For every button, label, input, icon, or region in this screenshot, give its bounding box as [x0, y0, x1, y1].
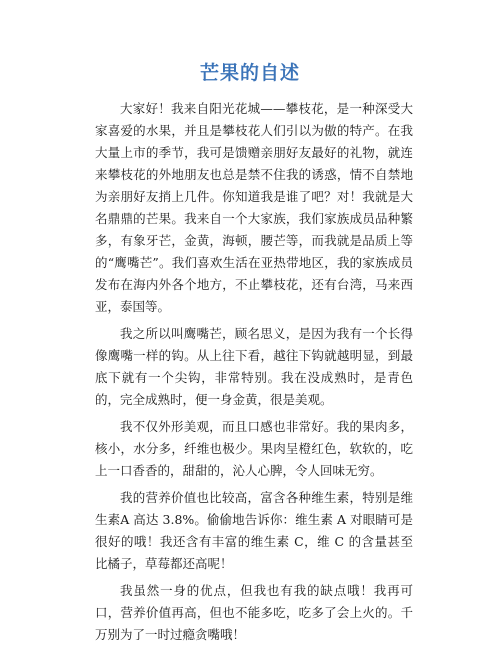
paragraph-taste: 我不仅外形美观，而且口感也非常好。我的果肉多，核小，水分多，纤维也极少。果肉呈橙红色，软软的，吃上一口香香的，甜甜的，沁人心脾，令人回味无穷。	[95, 419, 413, 478]
paragraph-intro: 大家好！我来自阳光花城——攀枝花，是一种深受大家喜爱的水果，并且是攀枝花人们引以为傲的特产。在我大量上市的季节，我可是馈赠亲朋好友最好的礼物，就连来攀枝花的外地朋友也总是禁不住我的诱惑，情不自禁地为亲朋好友捎上几件。你知道我是谁了吧？对！我就是大名鼎鼎的芒果。我来自一个大家族，我们家族成员品种繁多，有象牙芒，金黄，海顿，腰芒等，而我就是品质上等的“鹰嘴芒”。我们喜欢生活在亚热带地区，我的家族成员发布在海内外各个地方，不止攀枝花，还有台湾，马来西亚，泰国等。	[95, 101, 413, 314]
document-title: 芒果的自述	[199, 62, 300, 84]
paragraph-name-origin: 我之所以叫鹰嘴芒，顾名思义，是因为我有一个长得像鹰嘴一样的钩。从上往下看，越往下钩就越明显，到最底下就有一个尖钩，非常特别。我在没成熟时，是青色的，完全成熟时，便一身金黄，很是美观。	[95, 326, 413, 407]
document-body	[95, 98, 413, 651]
paragraph-nutrition: 我的营养价值也比较高，富含各种维生素，特别是维生素A 高达 3.8%。偷偷地告诉你：维生素 A 对眼睛可是很好的哦！我还含有丰富的维生素 C，维 C 的含量甚至比橘子，草莓都还高呢！	[95, 490, 413, 571]
paragraph-drawback: 我虽然一身的优点，但我也有我的缺点哦！我再可口，营养价值再高，但也不能多吃，吃多了会上火的。千万别为了一时过瘾贪嘴哦！	[95, 583, 413, 642]
